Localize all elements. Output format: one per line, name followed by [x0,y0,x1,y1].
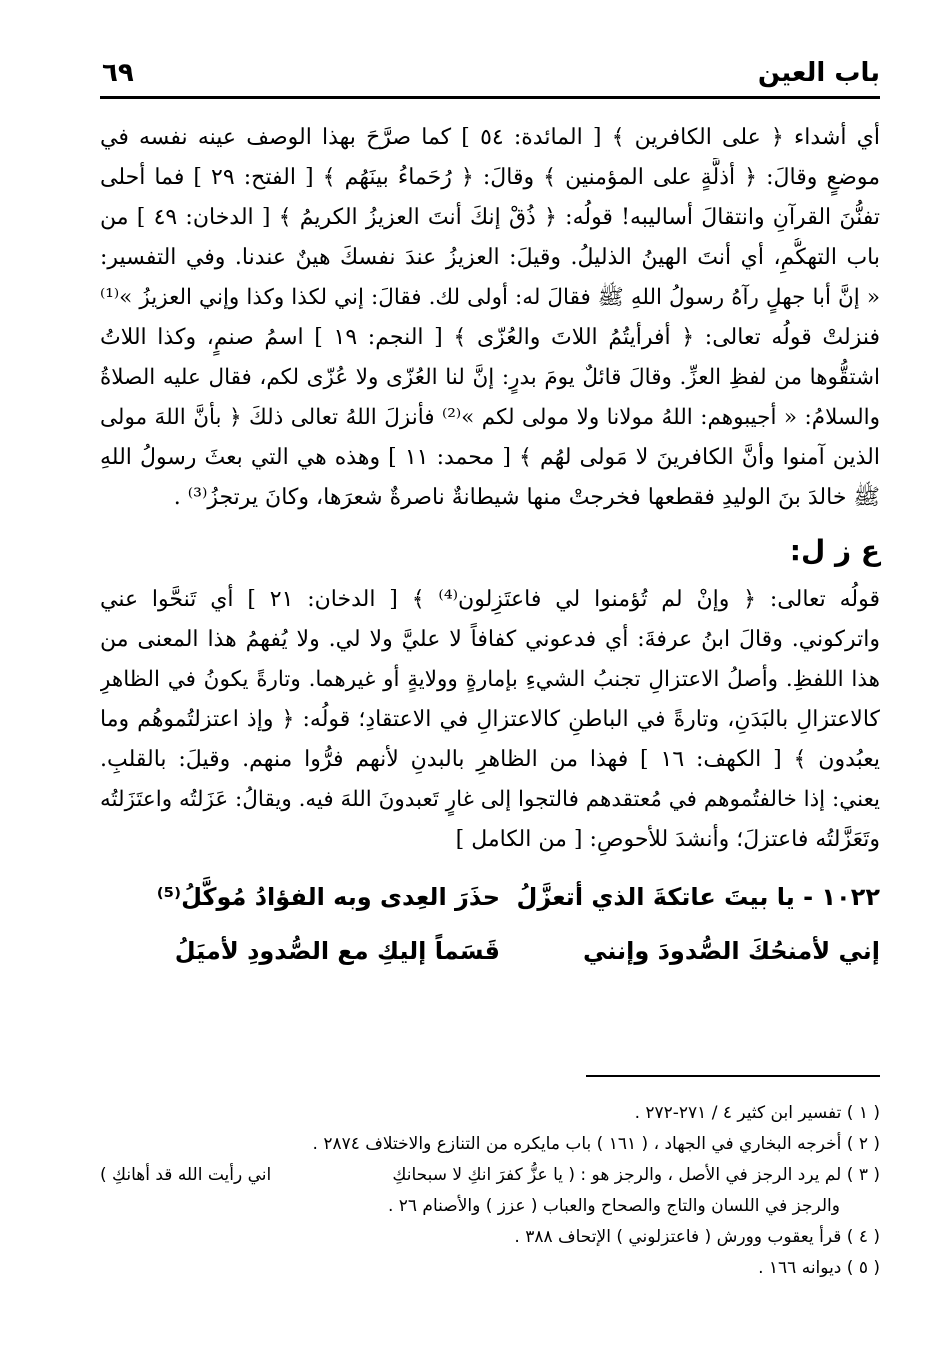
text-line: باب التهكُّمِ، أي أنتَ الهينُ الذليلُ. وقيلَ: العزيزُ عندَ نفسكَ هينٌ عندنا. وفي التفسير: [100,245,880,270]
footnote-verse-end: اني رأيت الله قد أهانكِ ) [100,1165,272,1185]
text-line: وتَعَزَّلتُه فاعتزلَ؛ وأنشدَ للأحوصِ: [ من الكامل ] [455,827,880,852]
page-number: ٦٩ [102,58,134,88]
text-line: والسلامُ: « أجيبوهم: اللهُ مولانا ولا مولى لكم »⁽²⁾ فأنزلَ اللهُ تعالى ذلكَ ﴿ بأنَّ اللهَ مولى [100,405,880,430]
hemistich-first: إني لأمنحُكَ الصُّدودَ وإنني [583,937,880,965]
text-line: اشتقُّوها من لفظِ العزِّ. وقالَ قائلٌ يومَ بدرٍ: إنَّ لنا العُزّى ولا عُزّى لكم، فقال عليه الصلاةُ [100,365,880,390]
footnotes [100,1098,880,1284]
text-line: أي أشداء ﴿ على الكافرين ﴾ [ المائدة: ٥٤ ] كما صرَّحَ بهذا الوصف عينه نفسه في [100,125,880,150]
hemistich-second: قَسَماً إليكِ مع الصُّدودِ لأميَلُ [174,937,500,965]
hemistich-second: حذَرَ العِدى وبه الفؤادُ مُوكَّلُ⁽⁵⁾ [156,883,500,911]
text-line: « إنَّ أبا جهلٍ رآهُ رسولُ اللهِ ﷺ فقالَ له: أولى لك. فقالَ: إني لكذا وكذا وإني العزيزُ »⁽¹⁾ [100,285,880,310]
footnote [100,1129,880,1160]
text-line: ﷺ خالدَ بنَ الوليدِ فقطعها فخرجتْ منها شيطانةٌ ناصرةٌ شعرَها، وكانَ يرتجزُ⁽³⁾ . [173,485,880,510]
section-heading: ع ز ل: [789,534,880,567]
paragraph-1 [100,118,880,518]
text-line: هذا اللفظِ. وأصلُ الاعتزالِ تجنبُ الشيءِ بإمارةٍ وولايةٍ أو غيرهما. وتارةً يكونُ في الظاهرِ [100,667,880,692]
text-line: واتركوني. وقالَ ابنُ عرفةَ: أي فدعوني كفافاً لا عليَّ ولا لي. ولا يُفهمُ هذا المعنى من [100,627,880,652]
footnote-text: ( ٢ ) أخرجه البخاري في الجهاد ، ( ١٦١ ) باب مايكره من التنازع والاختلاف ٢٨٧٤ . [312,1134,880,1154]
chapter-title: باب العين [757,58,880,88]
footnote-text: ( ٤ ) قرأ يعقوب وورش ( فاعتزلوني ) الإتحاف ٣٨٨ . [514,1227,880,1247]
poem-verse [100,924,880,978]
text-line: فنزلتْ قولُه تعالى: ﴿ أفرأيتُمُ اللاتَ والعُزّى ﴾ [ النجم: ١٩ ] اسمُ صنمٍ، وكذا اللاتُ [100,325,880,350]
footnote-text: ( ٣ ) لم يرد الرجز في الأصل ، والرجز هو : ( يا عزُّ كفرَ انكِ لا سبحانكِ [392,1165,880,1185]
footnote-divider [586,1075,880,1077]
poem [100,870,880,978]
footnote [100,1160,880,1191]
paragraph-2 [100,580,880,860]
footnote-text: والرجز في اللسان والتاج والصحاح والعباب ( عزز ) والأصنام ٢٦ . [387,1196,840,1216]
text-line: كالاعتزالِ بالبَدَنِ، وتارةً في الباطنِ كالاعتزالِ في الاعتقادِ؛ قولُه: ﴿ وإذ اعتزلتُموهُم وما [100,707,880,732]
text-line: يعني: إذا خالفتُموهم في مُعتقدهم فالتجوا إلى غارٍ تَعبدونَ اللهَ فيه. ويقالُ: عَزَلتُه واعتَزَلتُه [100,787,880,812]
footnote [100,1253,880,1284]
footnote [100,1098,880,1129]
footnote-text: ( ١ ) تفسير ابن كثير ٤ / ٢٧١-٢٧٢ . [634,1103,880,1123]
main-text [100,118,880,978]
text-line: يعبُدون ﴾ [ الكهف: ١٦ ] فهذا من الظاهرِ بالبدنِ لأنهم فرُّوا منهم. وقيلَ: بالقلبِ. [100,747,880,772]
hemistich-first: ١٠٢٢ - يا بيتَ عاتكةَ الذي أتعزَّلُ [516,883,880,911]
page-header [100,52,880,99]
text-line: قولُه تعالى: ﴿ وإنْ لم تُؤمنوا لي فاعتَزِلون⁽⁴⁾ ﴾ [ الدخان: ٢١ ] أي تَنحَّوا عني [100,587,880,612]
text-line: تفنُّنَ القرآنِ وانتقالَ أساليبه! قولُه: ﴿ ذُقْ إنكَ أنتَ العزيزُ الكريمُ ﴾ [ الدخان: ٤٩ ] من [100,205,880,230]
footnote-continuation [100,1191,880,1222]
poem-verse [100,870,880,924]
text-line: الذين آمنوا وأنَّ الكافرينَ لا مَولى لهُم ﴾ [ محمد: ١١ ] وهذه هي التي بعثَ رسولُ اللهِ [100,445,880,470]
text-line: موضعٍ وقالَ: ﴿ أذلَّةٍ على المؤمنين ﴾ وقالَ: ﴿ رُحَماءُ بينَهُم ﴾ [ الفتح: ٢٩ ] فما أحلى [100,165,880,190]
footnote [100,1222,880,1253]
footnote-text: ( ٥ ) ديوانه ١٦٦ . [758,1258,880,1278]
